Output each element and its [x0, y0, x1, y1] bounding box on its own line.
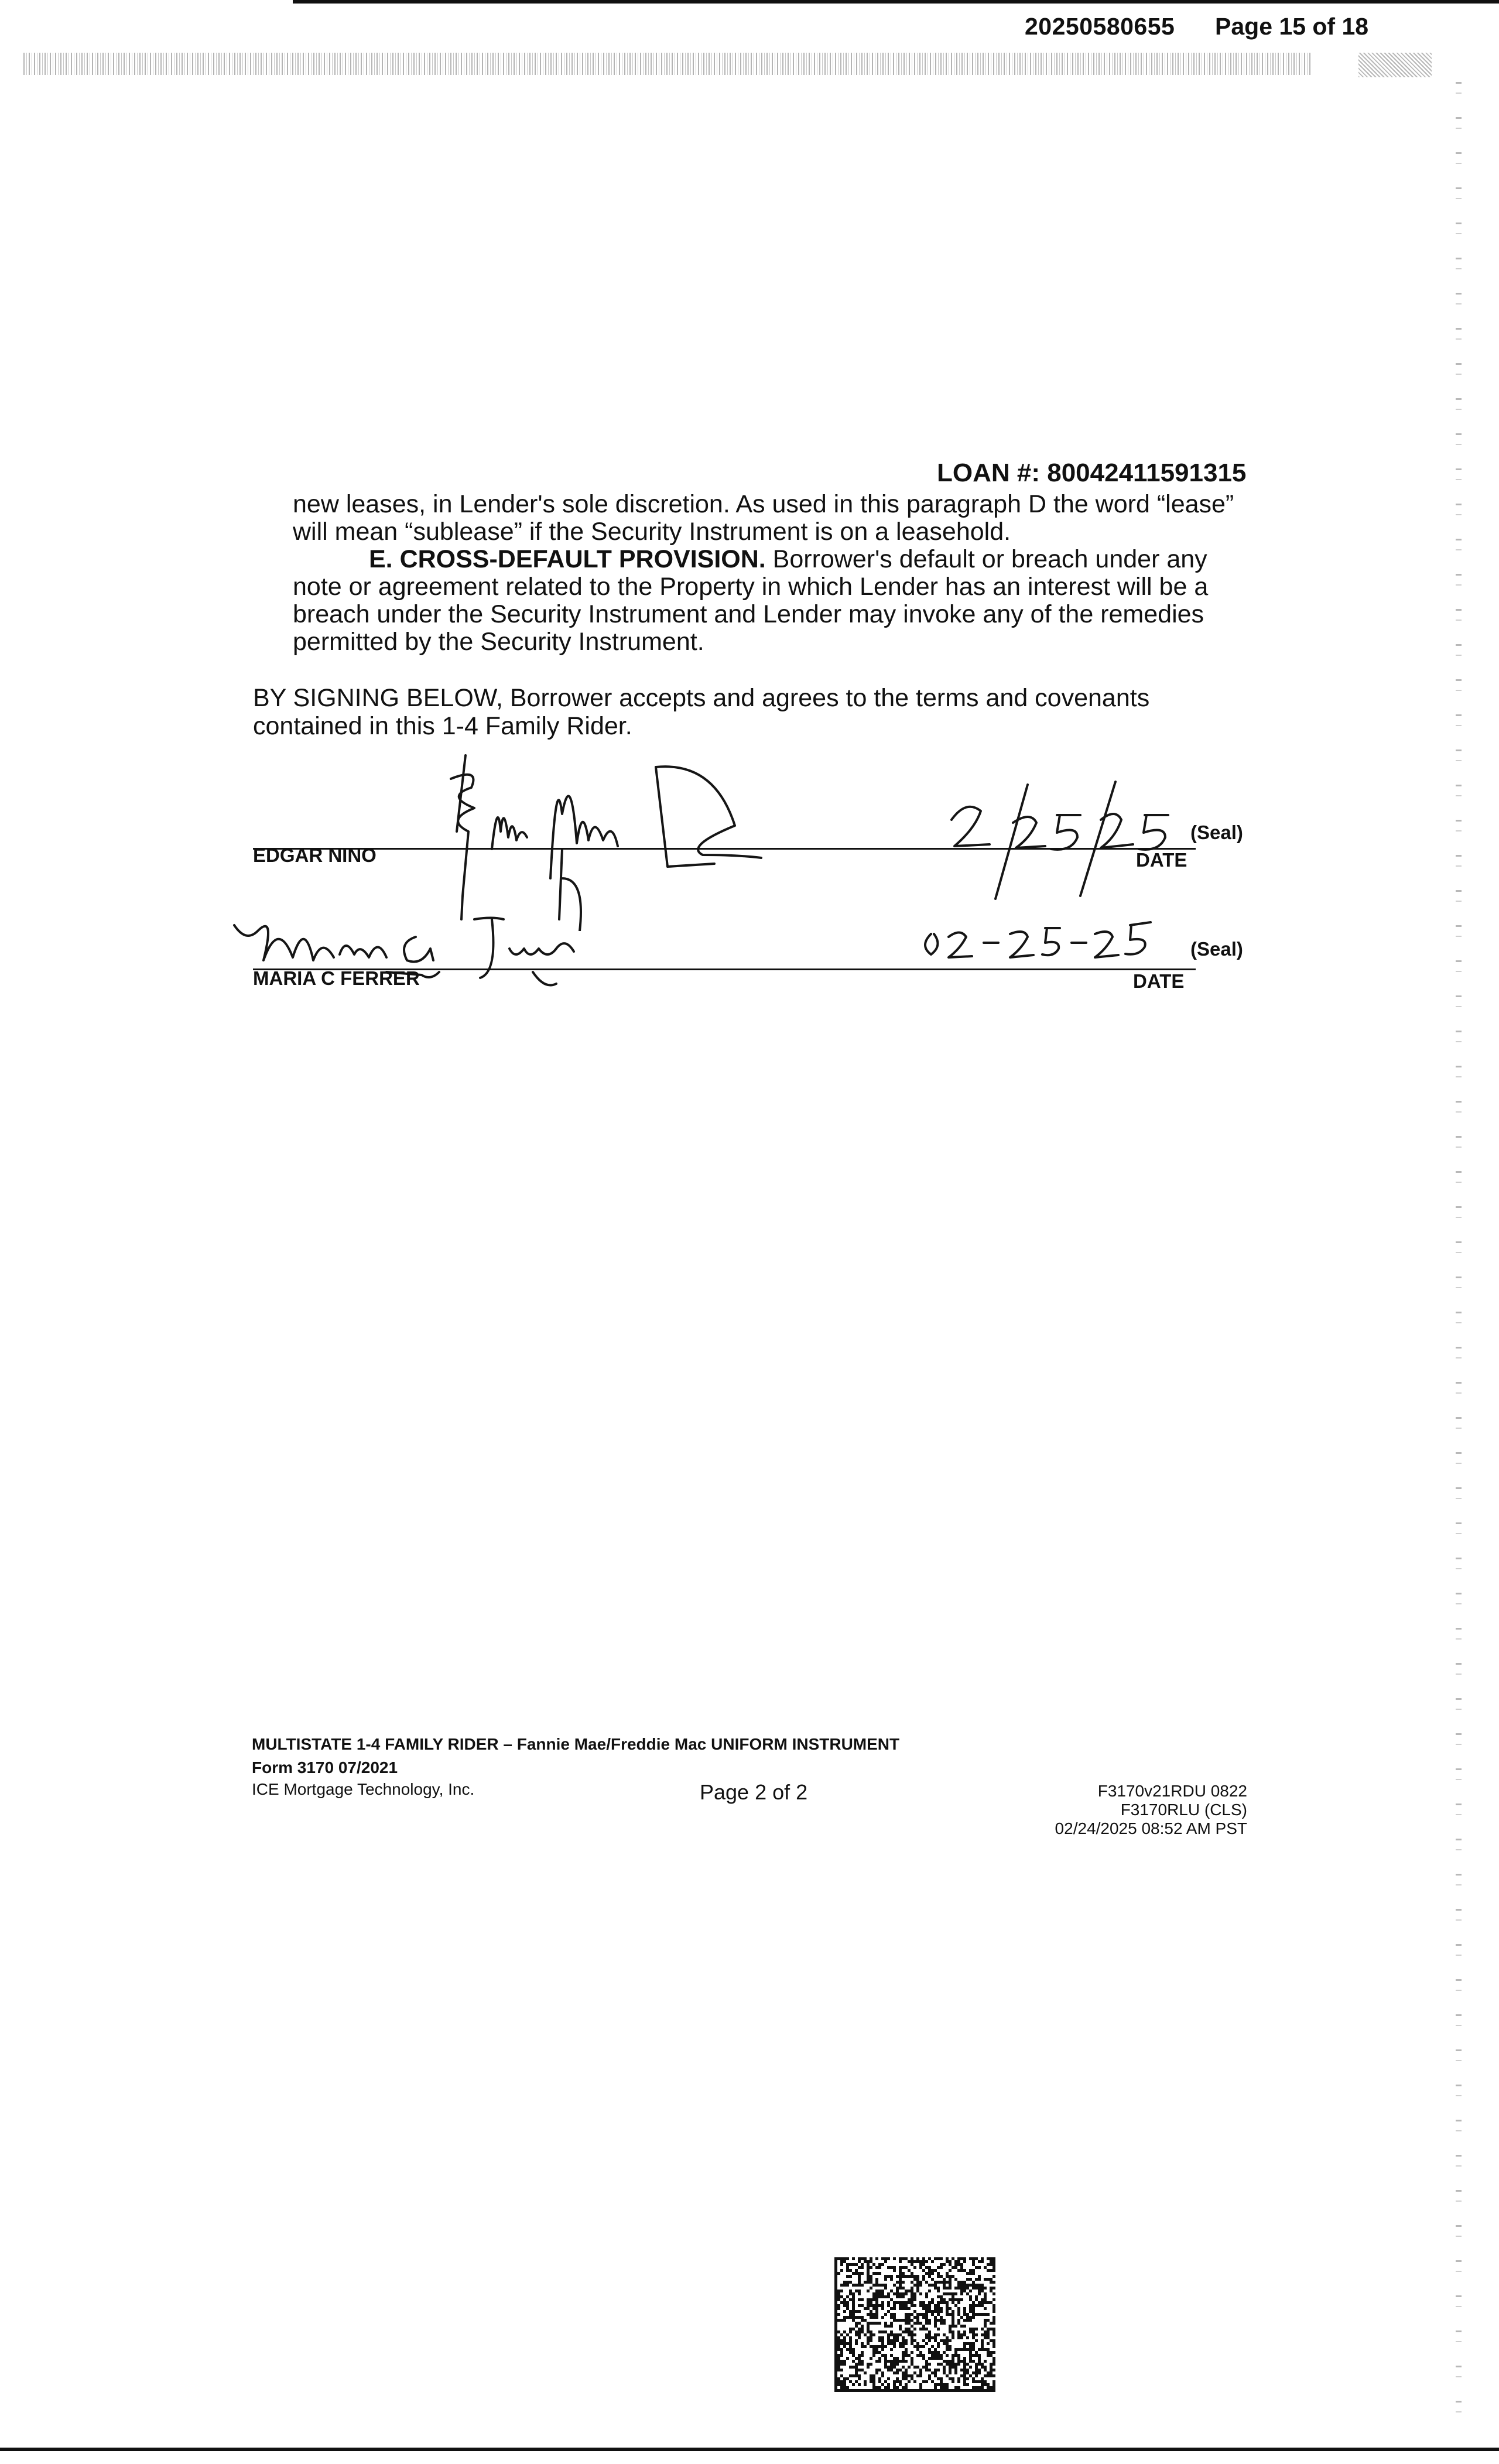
recording-number: 20250580655 [1025, 13, 1175, 40]
loan-number: LOAN #: 80042411591315 [937, 458, 1247, 487]
signer-name-2: MARIA C FERRER [253, 967, 420, 989]
top-border-line [293, 0, 1499, 4]
form-page-number: Page 2 of 2 [700, 1780, 808, 1804]
bottom-border-line [0, 2448, 1499, 2451]
scan-noise-band [23, 53, 1312, 75]
form-number: Form 3170 07/2021 [252, 1758, 398, 1777]
rider-body [293, 491, 1236, 656]
signer-name-1: EDGAR NINO [253, 844, 377, 866]
maria-ferrer-handwritten-date [913, 911, 1159, 975]
edgar-nino-handwritten-date [919, 779, 1224, 902]
section-e-heading: E. CROSS-DEFAULT PROVISION. [369, 545, 766, 573]
section-e [293, 546, 1236, 656]
form-timestamp: 02/24/2025 08:52 AM PST [1055, 1819, 1247, 1837]
2d-barcode-icon [834, 2257, 995, 2392]
date-label-2: DATE [1133, 970, 1185, 992]
seal-label-2: (Seal) [1190, 938, 1243, 960]
form-title: MULTISTATE 1-4 FAMILY RIDER – Fannie Mae/Freddie Mac UNIFORM INSTRUMENT [252, 1735, 900, 1753]
signing-statement: BY SIGNING BELOW, Borrower accepts and agrees to the terms and covenants contained in this 1-4 Family Rider. [253, 684, 1150, 740]
paragraph-d-tail: new leases, in Lender's sole discretion. As used in this paragraph D the word “lease” will mean “sublease” if the Security Instrument is on a leasehold. [293, 490, 1234, 546]
signature-line-1 [253, 848, 1196, 850]
section-e-text: Borrower's default or breach under any note or agreement related to the Property in which Lender has an interest will be a breach under the Security Instrument and Lender may invoke any of the remedies permitted by the Security Instrument. [293, 545, 1209, 656]
scan-noise-stub [1358, 53, 1432, 77]
form-codes [995, 1782, 1247, 1838]
company-name: ICE Mortgage Technology, Inc. [252, 1780, 475, 1798]
form-code-2: F3170RLU (CLS) [1120, 1801, 1247, 1819]
seal-label-1: (Seal) [1190, 822, 1243, 843]
page-counter: Page 15 of 18 [1215, 13, 1369, 40]
date-label-1: DATE [1136, 849, 1187, 871]
scan-edge-artifact [1456, 82, 1462, 2412]
form-code-1: F3170v21RDU 0822 [1097, 1782, 1247, 1800]
